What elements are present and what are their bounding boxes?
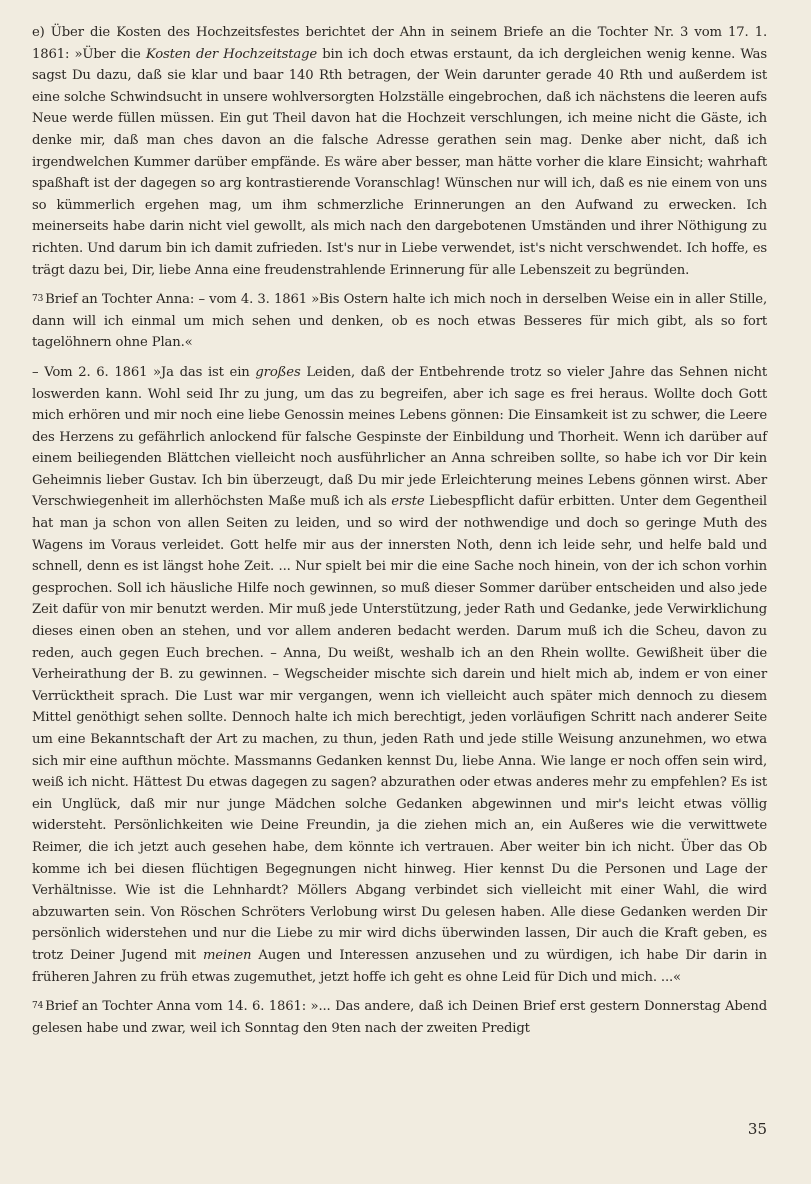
paragraph-73b xyxy=(32,362,767,988)
paragraph-73 xyxy=(32,289,767,354)
footnote-number: 73 xyxy=(32,294,44,305)
text-run: Liebespflicht dafür erbitten. Unter dem Gegentheil hat man ja schon von allen Seiten zu leiden, und so wird der nothwendige und doch so geringe Muth des Wagens im Voraus verleidet. Gott helfe mir aus der innersten Noth, denn ich leide sehr, und helfe bald und schnell, denn es ist längst hohe Zeit. ... Nur spielt bei mir die eine Sache noch hinein, von der ich schon vorhin gesprochen. Soll ich häusliche Hilfe noch gewinnen, so muß dieser Sommer darüber entscheiden und also jede Zeit dafür von mir benutzt werden. Mir muß jede Unterstützung, jeder Rath und Gedanke, jede Verwirklichung dieses einen oben an stehen, und vor allem anderen bedacht werden. Darum muß ich die Scheu, davon zu reden, auch gegen Euch brechen. – Anna, Du weißt, weshalb ich an den Rhein wollte. Gewißheit über die Verheirathung der B. zu gewinnen. – Wegscheider mischte sich darein und hielt mich ab, indem er von einer Verrücktheit sprach. Die Lust war mir vergangen, wenn ich vielleicht auch später mich dennoch zu diesem Mittel genöthigt sehen sollte. Dennoch halte ich mich berechtigt, jeden vorläufigen Schritt nach anderer Seite um eine Bekanntschaft der Art zu machen, zu thun, jeden Rath und jede stille Weisung anzunehmen, wo etwa sich mir eine aufthun möchte. Massmanns Gedanken kennst Du, liebe Anna. Wie lange er noch offen sein wird, weiß ich nicht. Hättest Du etwas dagegen zu sagen? abzurathen oder etwas anderes mehr zu empfehlen? Es ist ein Unglück, daß mir nur junge Mädchen solche Gedanken abgewinnen und mir's leicht etwas völlig widersteht. Persönlichkeiten wie Deine Freundin, ja die ziehen mich an, ein Außeres wie die verwittwete Reimer, die ich jetzt auch gesehen habe, dem könnte ich vertrauen. Aber weiter bin ich nicht. Über das Ob komme ich bei diesen flüchtigen Begegnungen nicht hinweg. Hier kennst Du die Personen und Lage der Verhältnisse. Wie ist die Lehnhardt? Möllers Abgang verbindet sich vielleicht mit einer Wahl, die wird abzuwarten sein. Von Röschen Schröters Verlobung wirst Du gelesen haben. Alle diese Gedanken werden Dir persönlich widerstehen und nur die Liebe zu mir wird dichs überwinden lassen, Dir auch die Kraft geben, es trotz Deiner Jugend mit xyxy=(32,494,767,963)
footnote-number: 74 xyxy=(32,1001,44,1012)
text-run: Augen und Interessen anzusehen und zu würdigen, ich habe Dir darin in früheren Jahren zu früh etwas zugemuthet, jetzt hoffe ich geht es ohne Leid für Dich und mich. ...« xyxy=(32,947,768,985)
emphasis-text: großes xyxy=(255,364,301,380)
emphasis-text: erste xyxy=(391,494,425,510)
text-run: – Vom 2. 6. 1861 »Ja das ist ein xyxy=(32,364,256,380)
text-run: Leiden, daß der Entbehrende trotz so vieler Jahre das Sehnen nicht loswerden kann. Wohl seid Ihr zu jung, um das zu begreifen, aber ich sage es frei heraus. Wollte doch Gott mich erhören und mir noch eine liebe Genossin meines Lebens gönnen: Die Einsamkeit ist zu schwer, die Leere des Herzens zu gefährlich anlockend für falsche Gespinste der Einbildung und Thorheit. Wenn ich darüber auf einem beiliegenden Blättchen vielleicht noch ausführlicher an Anna schreiben sollte, so habe ich vor Dir kein Geheimnis lieber Gustav. Ich bin überzeugt, daß Du mir jede Erleichterung meines Lebens gönnen wirst. Aber Verschwiegenheit im allerhöchsten Maße muß ich als xyxy=(32,364,767,510)
text-run: Brief an Tochter Anna vom 14. 6. 1861: »... Das andere, daß ich Deinen Brief erst gestern Donnerstag Abend gelesen habe und zwar, weil ich Sonntag den 9ten nach der zweiten Predigt xyxy=(32,999,767,1036)
paragraph-e xyxy=(32,22,767,281)
emphasis-text: Kosten der Hochzeitstage xyxy=(145,46,318,62)
page-number: 35 xyxy=(747,1120,767,1138)
emphasis-text: meinen xyxy=(202,947,252,963)
text-run: Brief an Tochter Anna: – vom 4. 3. 1861 »Bis Ostern halte ich mich noch in derselben Weise ein in aller Stille, dann will ich einmal um mich sehen und denken, ob es noch etwas Besseres für mich gibt, als so fort tagelöhnern ohne Plan.« xyxy=(32,292,767,351)
text-run: e) Über die Kosten des Hochzeitsfestes berichtet der Ahn in seinem Briefe an die Tochter Nr. 3 vom 17. 1. 1861: »Über die xyxy=(32,25,767,62)
page-body xyxy=(32,22,767,1039)
text-run: bin ich doch etwas erstaunt, da ich dergleichen wenig kenne. Was sagst Du dazu, daß sie klar und baar 140 Rth betragen, der Wein darunter gerade 40 Rth und außerdem ist eine solche Schwindsucht in unsere wohlversorgten Holzställe eingebrochen, daß ich nächstens die leeren aufs Neue werde füllen müssen. Ein gut Theil davon hat die Hochzeit verschlungen, ich meine nicht die Gäste, ich denke mir, daß man ches davon an die falsche Adresse gerathen sein mag. Denke aber nicht, daß ich irgendwelchen Kummer darüber empfände. Es wäre aber besser, man hätte vorher die klare Einsicht; wahrhaft spaßhaft ist der dagegen so arg kontrastierende Voranschlag! Wünschen nur will ich, daß es nie einem von uns so kümmerlich ergehen mag, um ihm schmerzliche Erinnerungen an den Aufwand zu erwecken. Ich meinerseits habe darin nicht viel gewollt, als mich nach den dargebotenen Umständen und ihrer Nöthigung zu richten. Und darum bin ich damit zufrieden. Ist's nur in Liebe verwendet, ist's nicht verschwendet. Ich hoffe, es trägt dazu bei, Dir, liebe Anna eine freudenstrahlende Erinnerung für alle Lebenszeit zu begründen. xyxy=(32,46,767,278)
paragraph-74 xyxy=(32,996,767,1039)
